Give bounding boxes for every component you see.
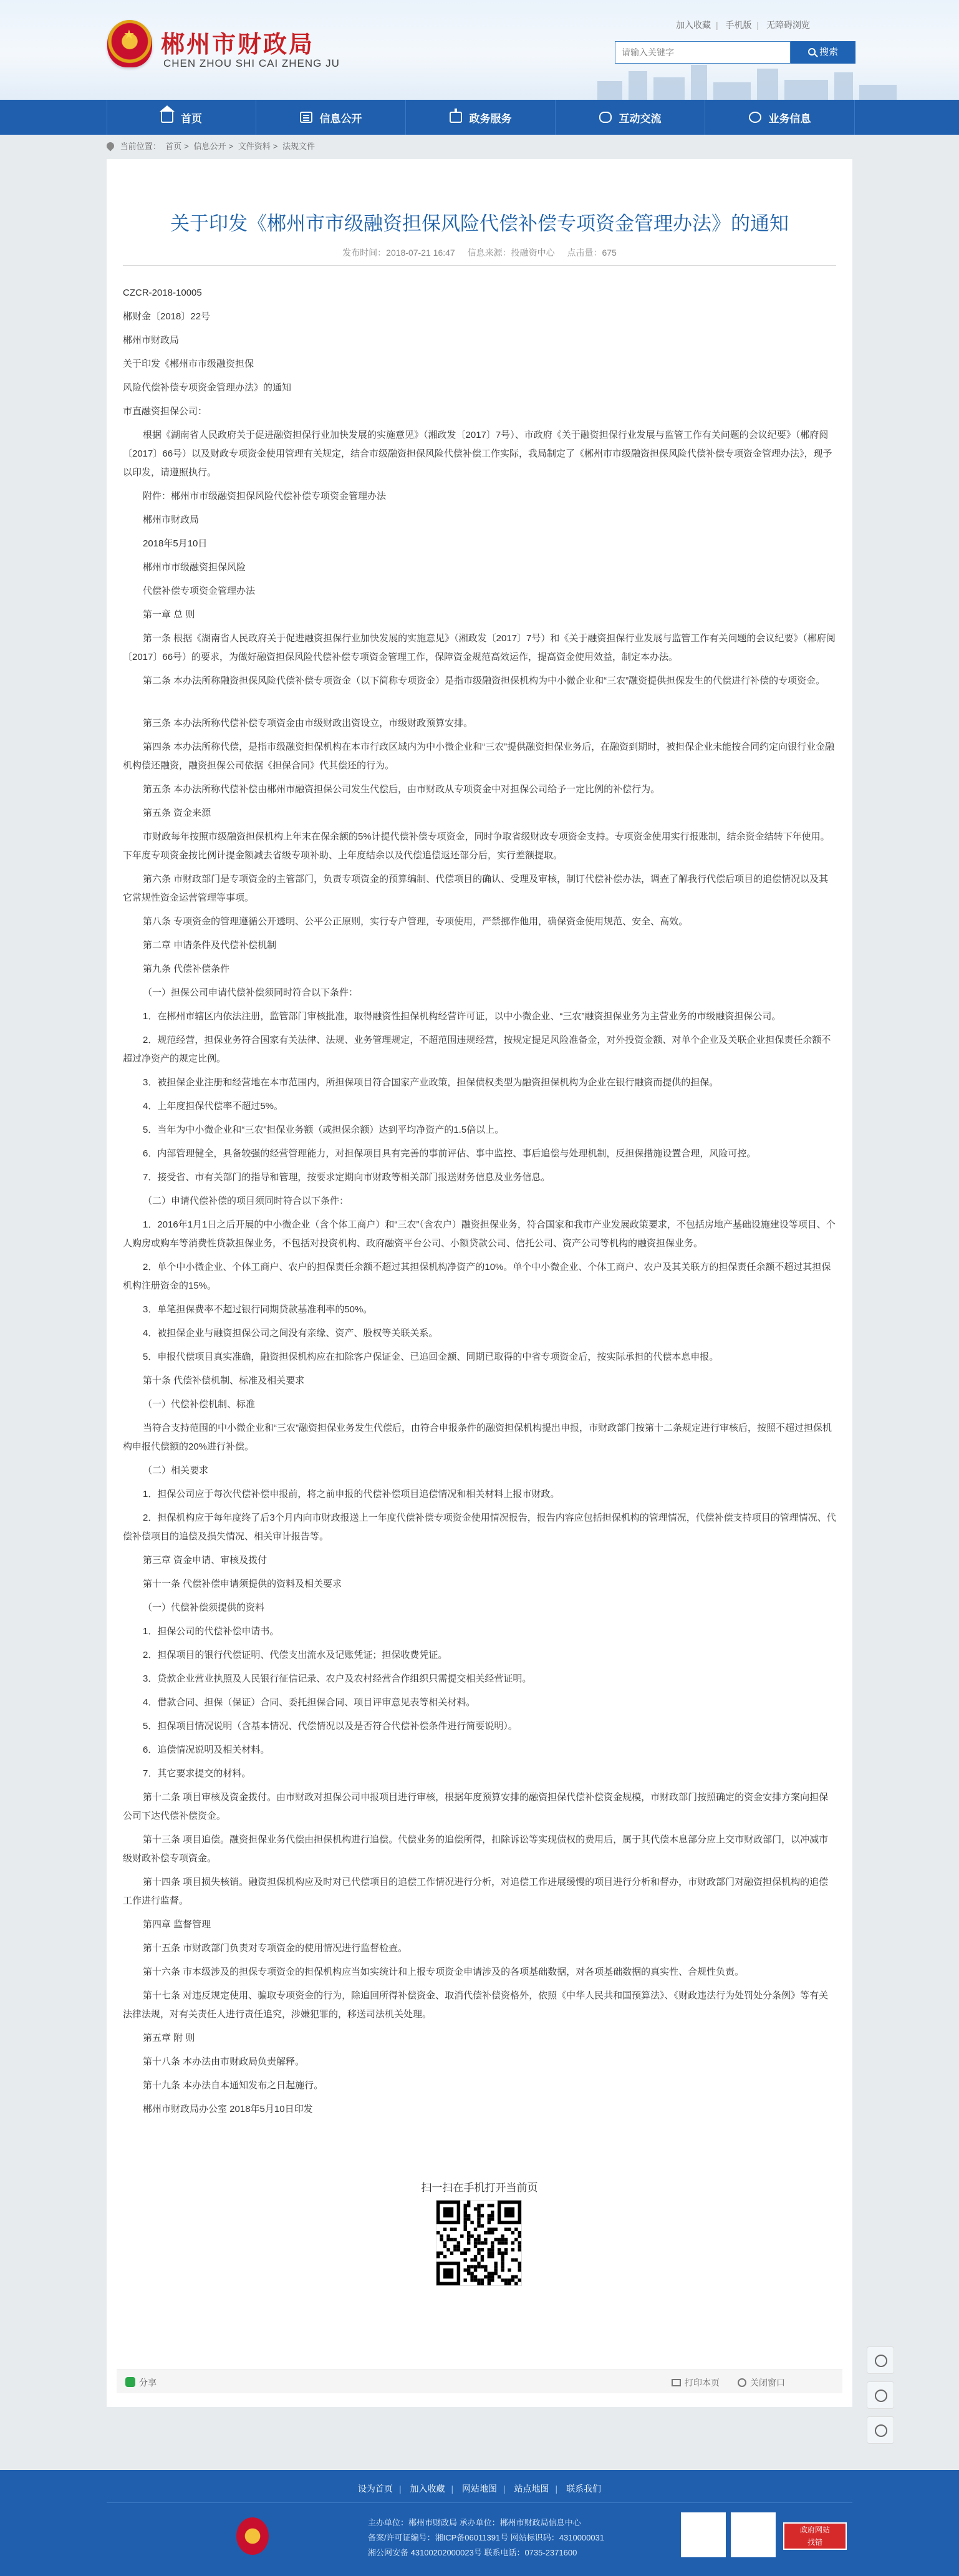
- footer-icp: 备案/许可证编号：湘ICP备06011391号 网站标识码：4310000031: [368, 2533, 605, 2542]
- article-paragraph: 第八条 专项资金的管理遵循公开透明、公平公正原则，实行专户管理，专项使用，严禁挪作他用，确保资金使用规范、安全、高效。: [143, 916, 688, 927]
- article-paragraph: 第十三条 项目追偿。融资担保业务代偿由担保机构进行追偿。代偿业务的追偿所得，扣除诉讼等实现债权的费用后，属于其代偿本息部分应上交市财政部门，以冲减市级财政补偿专项资金。: [123, 1834, 829, 1864]
- article-paragraph: 第一章 总 则: [143, 609, 195, 620]
- article-paragraph: 市财政每年按照市级融资担保机构上年末在保余额的5%计提代偿补偿专项资金，同时争取省级财政专项资金支持。专项资金使用实行报账制，结余资金结转下年使用。下年度专项资金按比例计提金额减去省级专项补助、上年度结余以及代偿追偿返还部分后，实行差额提取。: [123, 831, 830, 861]
- article-paragraph: 第十五条 市财政部门负责对专项资金的使用情况进行监督检查。: [143, 1943, 408, 1954]
- main-nav: [0, 100, 959, 135]
- footer-link-favorite[interactable]: 加入收藏: [410, 2484, 445, 2494]
- article-paragraph: 关于印发《郴州市市级融资担保: [123, 359, 254, 369]
- article-paragraph: 7．其它要求提交的材料。: [143, 1768, 251, 1779]
- article-paragraph: 第五条 资金来源: [143, 808, 211, 818]
- footer-links: 设为首页 | 加入收藏 | 网站地图 | 站点地图 | 联系我们: [357, 2484, 602, 2494]
- side-chat-button[interactable]: [867, 2346, 894, 2374]
- article-paragraph: 4．借款合同、担保（保证）合同、委托担保合同、项目评审意见表等相关材料。: [143, 1697, 476, 1708]
- accessibility-link[interactable]: 无障碍浏览: [766, 20, 811, 30]
- site-name-en: CHEN ZHOU SHI CAI ZHENG JU: [163, 57, 340, 69]
- breadcrumb: 当前位置： 首页 > 信息公开 > 文件资料 > 法规文件: [107, 140, 317, 152]
- article-paragraph: 2．担保项目的银行代偿证明、代偿支出流水及记账凭证；担保收费凭证。: [143, 1650, 448, 1660]
- nav-item-business[interactable]: 业务信息: [705, 100, 855, 135]
- article-paragraph: 第十七条 对违反规定使用、骗取专项资金的行为，除追回所得补偿资金、取消代偿补偿资格外，依照《中华人民共和国预算法》、《财政违法行为处罚处分条例》等有关法律法规，对有关责任人进行责任追究，涉嫌犯罪的，移送司法机关处理。: [123, 1990, 829, 2020]
- article-title: 关于印发《郴州市市级融资担保风险代偿补偿专项资金管理办法》的通知: [170, 213, 789, 235]
- share-icon[interactable]: [125, 2377, 135, 2387]
- article-toolbar: [117, 2370, 842, 2393]
- article-paragraph: 7．接受省、市有关部门的指导和管理，按要求定期向市财政等相关部门报送财务信息及业务信息。: [143, 1172, 551, 1183]
- footer-sponsor: 主办单位：郴州市财政局 承办单位：郴州市财政局信息中心: [368, 2518, 581, 2527]
- page-qr-code: [436, 2200, 522, 2286]
- breadcrumb-documents[interactable]: 文件资料: [238, 142, 271, 151]
- mobile-version-link[interactable]: 手机版: [725, 20, 752, 30]
- article-paragraph: （一）代偿补偿须提供的资料: [143, 1602, 265, 1613]
- footer-link-sitemap[interactable]: 网站地图: [462, 2484, 497, 2494]
- footer-qr-code-app: [731, 2512, 776, 2557]
- search-box: [615, 41, 855, 64]
- chat-bubble-icon: [875, 2355, 887, 2367]
- article-paragraph: 3．单笔担保费率不超过银行同期贷款基准利率的50%。: [143, 1304, 373, 1315]
- article-meta: [107, 246, 852, 259]
- gov-website-error-badge[interactable]: 政府网站 找错: [783, 2522, 847, 2550]
- article-paragraph: 2．规范经营，担保业务符合国家有关法律、法规、业务管理规定，不超范围违规经营，按规定提足风险准备金，对外投资金额、对单个企业及关联企业担保责任余额不超过净资产的规定比例。: [123, 1035, 831, 1064]
- article-paragraph: 第三条 本办法所称代偿补偿专项资金由市级财政出资设立，市级财政预算安排。: [143, 718, 473, 729]
- article-paragraph: 第十八条 本办法由市财政局负责解释。: [143, 2056, 305, 2067]
- info-icon: [300, 112, 312, 123]
- add-favorite-link[interactable]: 加入收藏: [676, 20, 711, 30]
- qr-caption: 扫一扫在手机打开当前页: [421, 2182, 538, 2194]
- article-paragraph: 根据《湖南省人民政府关于促进融资担保行业加快发展的实施意见》（湘政发〔2017〕7号）、市政府《关于融资担保行业发展与监管工作有关问题的会议纪要》（郴府阅〔2017〕66号）以及财政专项资金使用管理有关规定，结合市级融资担保风险代偿补偿工作实际，我局制定了《郴州市市级融资担保风险代偿补偿专项资金管理办法》，现予以印发，请遵照执行。: [123, 430, 832, 478]
- site-name[interactable]: 郴州市财政局: [161, 31, 315, 58]
- article-paragraph: 第四条 本办法所称代偿，是指市级融资担保机构在本市行政区域内为中小微企业和“三农”提供融资担保业务后，在融资到期时，被担保企业未能按合同约定向银行业金融机构偿还融资，融资担保公司依据《担保合同》代其偿还的行为。: [123, 742, 835, 771]
- breadcrumb-info-public[interactable]: 信息公开: [193, 142, 226, 151]
- article-paragraph: 第十四条 项目损失核销。融资担保机构应及时对已代偿项目的追偿工作情况进行分析，对追偿工作进展缓慢的项目进行分析和督办，市财政部门对融资担保机构的追偿工作进行监督。: [123, 1877, 829, 1906]
- info-source: 信息来源：投融资中心: [467, 248, 555, 258]
- article-paragraph: 第六条 市财政部门是专项资金的主管部门，负责专项资金的预算编制、代偿项目的确认、受理及审核，制订代偿补偿办法，调查了解我行代偿后项目的追偿情况以及其它常规性资金运营管理等事项。: [123, 874, 829, 903]
- chat-icon: [599, 112, 612, 123]
- footer-link-contact[interactable]: 联系我们: [566, 2484, 602, 2494]
- article-paragraph: 第四章 监督管理: [143, 1919, 211, 1930]
- search-icon: [808, 48, 816, 56]
- article-paragraph: 第二条 本办法所称融资担保风险代偿补偿专项资金（以下简称专项资金）是指市级融资担保机构为中小微企业和“三农”融资提供担保发生的代偿进行补偿的专项资金。: [143, 675, 826, 686]
- footer-divider: [107, 2502, 852, 2503]
- location-pin-icon: [105, 141, 116, 152]
- article-paragraph: 第十条 代偿补偿机制、标准及相关要求: [143, 1375, 305, 1386]
- article-paragraph: （一）担保公司申请代偿补偿须同时符合以下条件：: [143, 987, 359, 998]
- article-container: [107, 159, 852, 2407]
- side-share-button[interactable]: [867, 2381, 894, 2409]
- article-paragraph: 1．2016年1月1日之后开展的中小微企业（含个体工商户）和“三农”（含农户）融资担保业务，符合国家和我市产业发展政策要求，不包括房地产基础设施建设等项目、个人购房或购车等消费性贷款担保业务，不包括对投资机构、政府融资平台公司、小额贷款公司、信托公司、资产公司等机构的融资担保业务。: [123, 1219, 836, 1249]
- article-paragraph: 第一条 根据《湖南省人民政府关于促进融资担保行业加快发展的实施意见》（湘政发〔2017〕7号）和《关于融资担保行业发展与监管工作有关问题的会议纪要》（郴府阅〔2017〕66号）的要求，为做好融资担保风险代偿补偿专项资金管理工作，保障资金规范高效运作，提高资金使用效益，制定本办法。: [123, 633, 836, 662]
- article-paragraph: 附件：郴州市市级融资担保风险代偿补偿专项资金管理办法: [143, 491, 387, 501]
- article-paragraph: 第九条 代偿补偿条件: [143, 964, 230, 974]
- article-paragraph: 郴财金〔2018〕22号: [123, 311, 211, 322]
- publish-time: 发布时间：2018-07-21 16:47: [342, 248, 455, 258]
- nav-item-interaction[interactable]: 互动交流: [556, 100, 705, 135]
- footer-link-site-map[interactable]: 站点地图: [514, 2484, 549, 2494]
- party-emblem-icon[interactable]: [236, 2517, 269, 2555]
- article-paragraph: 1．担保公司的代偿补偿申请书。: [143, 1626, 279, 1637]
- article-paragraph: 3．被担保企业注册和经营地在本市范围内，所担保项目符合国家产业政策，担保债权类型为融资担保机构为企业在银行融资而提供的担保。: [143, 1077, 719, 1088]
- breadcrumb-regulations[interactable]: 法规文件: [282, 142, 315, 151]
- article-paragraph: 1．在郴州市辖区内依法注册，监管部门审核批准，取得融资性担保机构经营许可证，以中小微企业、“三农”融资担保业务为主营业务的市级融资担保公司。: [143, 1011, 781, 1022]
- view-count: 点击量：675: [567, 248, 617, 258]
- article-paragraph: 5．担保项目情况说明（含基本情况、代偿情况以及是否符合代偿补偿条件进行简要说明）。: [143, 1721, 518, 1731]
- article-paragraph: 4．上年度担保代偿率不超过5%。: [143, 1101, 284, 1111]
- article-paragraph: （一）代偿补偿机制、标准: [143, 1399, 256, 1410]
- footer-qr-code-wechat: [681, 2512, 726, 2557]
- divider: [123, 265, 836, 266]
- article-paragraph: 第五条 本办法所称代偿补偿由郴州市融资担保公司发生代偿后，由市财政从专项资金中对担保公司给予一定比例的补偿行为。: [143, 784, 660, 795]
- side-top-button[interactable]: [867, 2416, 894, 2444]
- nav-item-gov-service[interactable]: 政务服务: [406, 100, 556, 135]
- article-paragraph: 郴州市财政局: [123, 335, 180, 346]
- article-paragraph: 6．追偿情况说明及相关材料。: [143, 1745, 270, 1755]
- breadcrumb-home[interactable]: 首页: [165, 142, 182, 151]
- top-links: 加入收藏 | 手机版 | 无障碍浏览: [676, 20, 811, 30]
- article-paragraph: 市直融资担保公司：: [123, 406, 208, 417]
- city-skyline-decoration: [597, 62, 922, 100]
- nav-item-home[interactable]: 首页: [107, 100, 256, 135]
- article-paragraph: （二）相关要求: [143, 1465, 209, 1476]
- article-paragraph: 当符合支持范围的中小微企业和“三农”融资担保业务发生代偿后，由符合申报条件的融资担保机构提出申报，市财政部门按第十二条规定进行审核后，按照不超过担保机构申报代偿额的20%进行补偿。: [123, 1423, 832, 1452]
- article-paragraph: 第五章 附 则: [143, 2033, 195, 2043]
- biz-icon: [749, 112, 761, 123]
- national-emblem-icon: ★: [107, 20, 152, 67]
- footer-police-record: 湘公网安备 43100202000023号 联系电话：0735-2371600: [368, 2548, 577, 2557]
- site-header: [0, 0, 959, 100]
- article-paragraph: 5．当年为中小微企业和“三农”担保业务额（或担保余额）达到平均净资产的1.5倍以上。: [143, 1125, 504, 1135]
- article-paragraph: 第三章 资金申请、审核及拨付: [143, 1555, 267, 1566]
- article-paragraph: （二）申请代偿补偿的项目须同时符合以下条件：: [143, 1196, 349, 1206]
- search-button[interactable]: 搜索: [791, 41, 855, 64]
- site-footer: [0, 2470, 959, 2576]
- search-input[interactable]: [615, 41, 791, 64]
- share-label[interactable]: 分享: [139, 2378, 157, 2388]
- article-paragraph: 6．内部管理健全，具备较强的经营管理能力，对担保项目具有完善的事前评估、事中监控、事后追偿与处理机制，反担保措施设置合理，风险可控。: [143, 1148, 756, 1159]
- article-paragraph: 第十一条 代偿补偿申请须提供的资料及相关要求: [143, 1579, 342, 1589]
- home-icon: [161, 112, 173, 123]
- print-button[interactable]: 打印本页: [672, 2376, 720, 2389]
- back-to-top-icon: [875, 2424, 887, 2437]
- article-paragraph: 3．贷款企业营业执照及人民银行征信记录、农户及农村经营合作组织只需提交相关经营证明。: [143, 1673, 532, 1684]
- article-paragraph: 4．被担保企业与融资担保公司之间没有亲缘、资产、股权等关联关系。: [143, 1328, 438, 1339]
- printer-icon: [672, 2379, 681, 2386]
- article-paragraph: 2018年5月10日: [143, 538, 208, 549]
- article-paragraph: 第十九条 本办法自本通知发布之日起施行。: [143, 2080, 324, 2091]
- article-paragraph: 2．担保机构应于每年度终了后3个月内向市财政报送上一年度代偿补偿专项资金使用情况报告，报告内容应包括担保机构的管理情况，代偿补偿支持项目的管理情况、代偿补偿项目的追偿及损失情况、相关审计报告等。: [123, 1513, 836, 1542]
- footer-link-home[interactable]: 设为首页: [357, 2484, 393, 2494]
- article-paragraph: 第十六条 市本级涉及的担保专项资金的担保机构应当如实统计和上报专项资金申请涉及的各项基础数据，对各项基础数据的真实性、合规性负责。: [143, 1967, 745, 1977]
- article-paragraph: 郴州市市级融资担保风险: [143, 562, 246, 573]
- article-paragraph: 第二章 申请条件及代偿补偿机制: [143, 940, 277, 951]
- close-icon: [738, 2378, 746, 2387]
- article-paragraph: 风险代偿补偿专项资金管理办法》的通知: [123, 382, 292, 393]
- share-icon: [875, 2390, 887, 2402]
- article-paragraph: 2．单个中小微企业、个体工商户、农户的担保责任余额不超过其担保机构净资产的10%。单个中小微企业、个体工商户、农户及其关联方的担保责任余额不超过其担保机构注册资金的15%。: [123, 1262, 831, 1291]
- article-paragraph: CZCR-2018-10005: [123, 288, 202, 298]
- close-window-button[interactable]: 关闭窗口: [738, 2376, 785, 2389]
- article-paragraph: 郴州市财政局办公室 2018年5月10日印发: [143, 2104, 313, 2114]
- article-paragraph: 郴州市财政局: [143, 515, 200, 525]
- gov-icon: [450, 112, 462, 123]
- article-paragraph: 1．担保公司应于每次代偿补偿申报前，将之前申报的代偿补偿项目追偿情况和相关材料上报市财政。: [143, 1489, 560, 1499]
- nav-item-info-public[interactable]: 信息公开: [256, 100, 406, 135]
- article-paragraph: 第十二条 项目审核及资金拨付。由市财政对担保公司申报项目进行审核，根据年度预算安排的融资担保代偿补偿资金规模，市财政部门按照确定的资金安排方案向担保公司下达代偿补偿资金。: [123, 1792, 829, 1821]
- article-paragraph: 代偿补偿专项资金管理办法: [143, 586, 256, 596]
- article-paragraph: 5．申报代偿项目真实准确，融资担保机构应在扣除客户保证金、已追回金额、同期已取得的中省专项资金后，按实际承担的代偿本息申报。: [143, 1352, 719, 1362]
